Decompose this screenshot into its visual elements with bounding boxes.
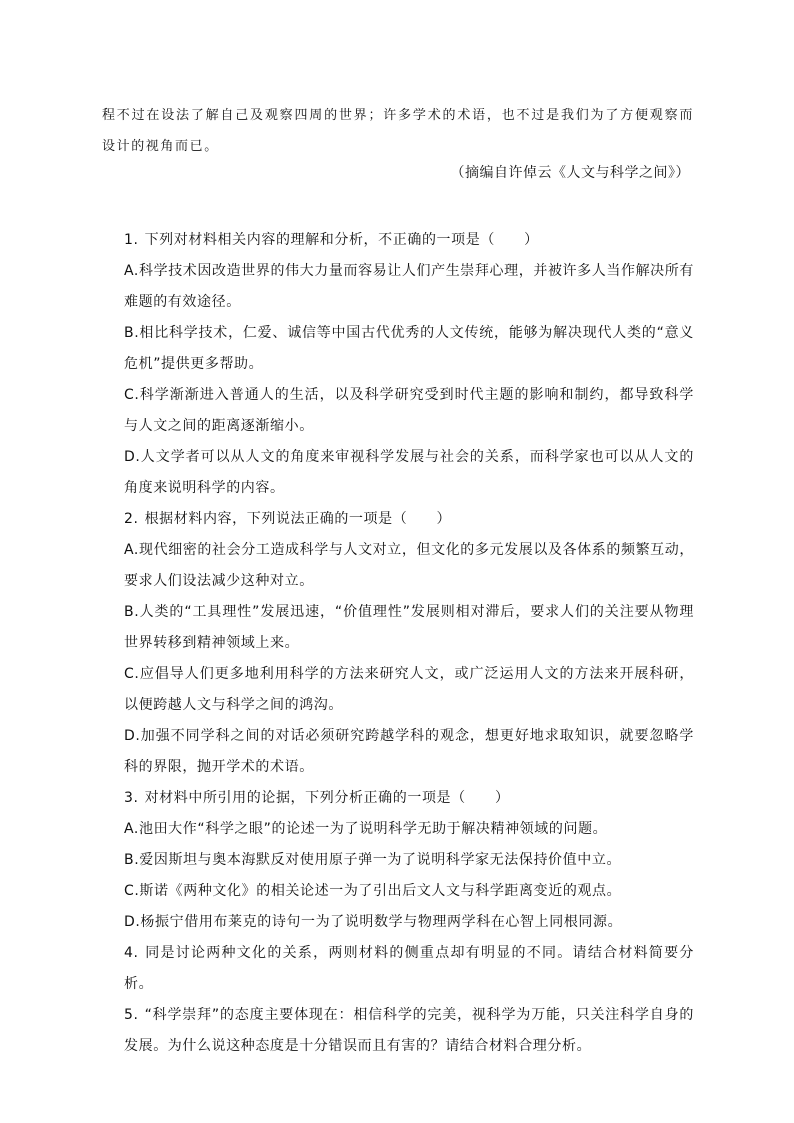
question-text: 同是讨论两种文化的关系，两则材料的侧重点却有明显的不同。请结合材料简要分析。 [124,945,694,992]
option-a: A.科学技术因改造世界的伟大力量而容易让人们产生崇拜心理，并被许多人当作解决所有难题的有效途径。 [124,263,694,310]
question-2 [124,504,694,783]
question-list [124,225,694,1062]
question-number: 4. [124,945,139,961]
question-text: 对材料中所引用的论据，下列分析正确的一项是（ ） [144,790,510,806]
option-c: C.科学渐渐进入普通人的生活，以及科学研究受到时代主题的影响和制约，都导致科学与人文之间的距离逐渐缩小。 [124,387,694,434]
question-stem [124,783,694,814]
option-a: A.现代细密的社会分工造成科学与人文对立，但文化的多元发展以及各体系的频繁互动，要求人们设法减少这种对立。 [124,542,694,589]
question-3 [124,783,694,938]
question-stem [124,504,694,535]
question-5 [124,1000,694,1062]
question-text: “科学崇拜”的态度主要体现在：相信科学的完美，视科学为万能，只关注科学自身的发展。为什么说这种态度是十分错误而且有害的？请结合材料合理分析。 [124,1007,694,1054]
passage-source: （摘编自许倬云《人文与科学之间》） [450,165,690,181]
option-a: A.池田大作“科学之眼”的论述一为了说明科学无助于解决精神领域的问题。 [124,821,608,837]
option-d: D.人文学者可以从人文的角度来审视科学发展与社会的关系，而科学家也可以从人文的角度来说明科学的内容。 [124,449,694,496]
passage-excerpt [102,100,694,162]
question-text: 根据材料内容，下列说法正确的一项是（ ） [144,511,452,527]
question-text: 下列对材料相关内容的理解和分析，不正确的一项是（ ） [144,232,539,248]
question-number: 2. [124,511,139,527]
passage-tail-text: 程不过在设法了解自己及观察四周的世界；许多学术的术语，也不过是我们为了方便观察而设计的视角而已。 [102,108,694,154]
option-c: C.斯诺《两种文化》的相关论述一为了引出后文人文与科学距离变近的观点。 [124,883,622,899]
option-b: B.爱因斯坦与奥本海默反对使用原子弹一为了说明科学家无法保持价值中立。 [124,852,622,868]
question-1 [124,225,694,504]
question-number: 5. [124,1007,139,1023]
question-number: 1. [124,232,139,248]
option-d: D.加强不同学科之间的对话必须研究跨越学科的观念，想更好地求取知识，就要忽略学科的界限，抛开学术的术语。 [124,728,694,775]
option-d: D.杨振宁借用布莱克的诗句一为了说明数学与物理两学科在心智上同根同源。 [124,914,623,930]
option-b: B.人类的“工具理性”发展迅速，“价值理性”发展则相对滞后，要求人们的关注要从物理世界转移到精神领域上来。 [124,604,694,651]
question-4 [124,938,694,1000]
question-stem [124,225,694,256]
option-b: B.相比科学技术，仁爱、诚信等中国古代优秀的人文传统，能够为解决现代人类的“意义危机”提供更多帮助。 [124,325,694,372]
question-number: 3. [124,790,139,806]
question-stem [124,1000,694,1062]
option-c: C.应倡导人们更多地利用科学的方法来研究人文，或广泛运用人文的方法来开展科研，以便跨越人文与科学之间的鸿沟。 [124,666,694,713]
question-stem [124,938,694,1000]
